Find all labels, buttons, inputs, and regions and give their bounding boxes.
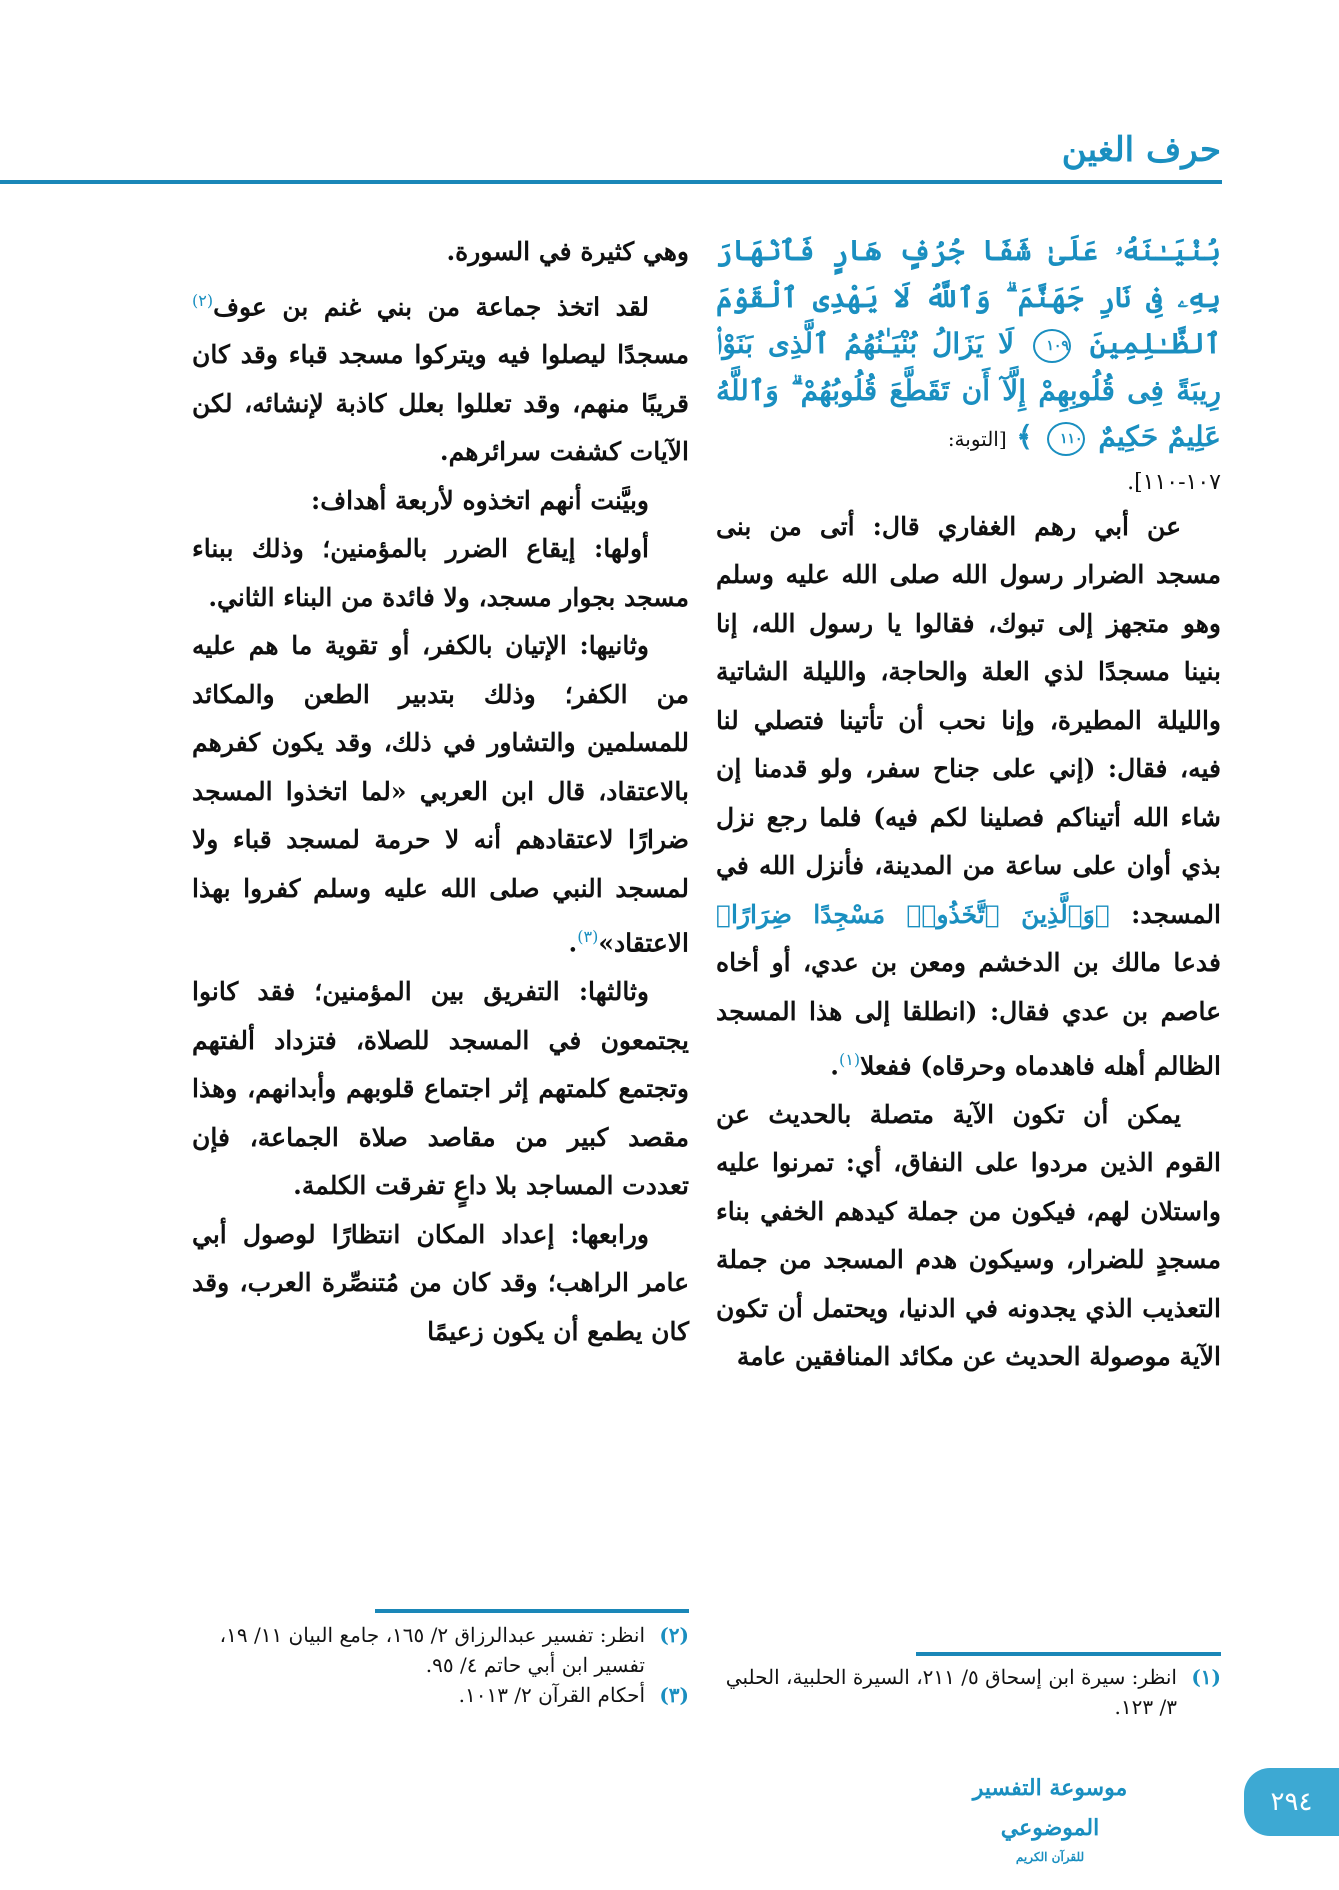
page-number-badge: ٢٩٤ [1244,1768,1339,1836]
paragraph-text-continued: مسجدًا ليصلوا فيه ويتركوا مسجد قباء وقد كان قريبًا منهم، وقد تعللوا بعلل كاذبة لإنشائه، لكن الآيات كشفت سرائرهم. [192,340,689,467]
footnote-text: انظر: سيرة ابن إسحاق ٥/ ٢١١، السيرة الحلبية، الحلبي ٣/ ١٢٣. [725,1665,1177,1719]
right-column [716,228,1221,1382]
logo-subtitle: للقرآن الكريم [1015,1850,1085,1864]
footnote-ref[interactable]: (١) [838,1050,861,1069]
quran-passage [716,228,1221,463]
footnote [192,1680,689,1710]
paragraph-text: لقد اتخذ جماعة من بني غنم بن عوف [213,291,649,321]
paragraph: وبيَّنت أنهم اتخذوه لأربعة أهداف: [311,485,649,515]
surah-reference: [التوبة: [947,427,1007,451]
encyclopedia-logo [940,1768,1160,1866]
goal-2-paragraph [192,622,689,968]
paragraph-text: وثانيها: الإتيان بالكفر، أو تقوية ما هم عليه من الكفر؛ وذلك بتدبير الطعن والمكائد للمسلمين والتشاور في ذلك، وقد يكون كفرهم بالاعتقاد، قال ابن العربي «لما اتخذوا المسجد ضرارًا لاعتقادهم أنه لا حرمة لمسجد قباء ولا لمسجد النبي صلى الله عليه وسلم كفروا بهذا الاعتقاد» [192,631,689,958]
quran-line: لَا يَزَالُ بُنْيَـٰنُهُمُ ٱلَّذِى بَنَوْا۟ رِيبَةً فِى قُلُوبِهِمْ إِلَّآ أَن [716,327,1221,407]
goal-3-paragraph: وثالثها: التفريق بين المؤمنين؛ فقد كانوا يجتمعون في المسجد للصلاة، فتزداد ألفتهم وتجتمع كلمتهم إثر اجتماع قلوبهم وأبدانهم، وهذا مقصد كبير من مقاصد صلاة الجماعة، فإن تعددت المساجد بلا داعٍ تفرقت الكلمة. [192,977,689,1201]
commentary-paragraph: يمكن أن تكون الآية متصلة بالحديث عن القوم الذين مردوا على النفاق، أي: تمرنوا عليه واستلان لهم، فيكون من جملة كيدهم الخفي بناء مسجدٍ للضرار، وسيكون هدم المسجد من جملة التعذيب الذي يجدونه في الدنيا، ويحتمل أن تكون الآية موصولة الحديث عن مكائد المنافقين عامة [716,1099,1221,1372]
footnotes-left [192,1620,689,1710]
footnote-text: أحكام القرآن ٢/ ١٠١٣. [458,1683,645,1707]
quran-line: جَهَنَّمَ ۗ وَٱللَّهُ لَا يَهْدِى ٱلْقَوْمَ ٱلظَّـٰلِمِينَ [716,280,1221,360]
footnote-divider [916,1652,1221,1656]
section-title: حرف الغين [1061,130,1221,170]
footnote-number: (٣) [659,1683,689,1707]
inline-quran-quote: ﴿وَٱلَّذِينَ ٱتَّخَذُوا۟ مَسْجِدًا ضِرَارًا﴾ [716,899,1110,929]
footnote [716,1662,1221,1722]
footnote-text: انظر: تفسير عبدالرزاق ٢/ ١٦٥، جامع البيان ١١/ ١٩، تفسير ابن أبي حاتم ٤/ ٩٥. [219,1623,645,1677]
footnote [192,1620,689,1680]
goal-1-paragraph: أولها: إيقاع الضرر بالمؤمنين؛ وذلك ببناء مسجد بجوار مسجد، ولا فائدة من البناء الثاني. [192,534,689,612]
quran-line: بُنْيَـٰنَهُۥ عَلَىٰ شَفَا جُرُفٍ هَارٍ فَٱنْهَارَ بِهِۦ فِى نَارِ [716,234,1221,314]
period: . [830,1051,839,1081]
period: . [568,928,578,958]
footnote-number: (٢) [659,1623,689,1647]
paragraph [192,277,689,477]
quran-close-bracket: ﴾ [1016,420,1033,453]
quran-line: تَقَطَّعَ قُلُوبُهُمْ ۗ وَٱللَّهُ عَلِيمٌ حَكِيمٌ [716,373,1221,453]
text-line: وهي كثيرة في السورة. [446,237,689,266]
hadith-text: عن أبي رهم الغفاري قال: أتى من بنى مسجد الضرار رسول الله صلى الله عليه وسلم وهو متجهز إلى تبوك، فقالوا يا رسول الله، إنا بنينا مسجدًا لذي العلة والحاجة، والليلة الشاتية والليلة المطيرة، وإنا نحب أن تأتينا فتصلي لنا فيه، فقال: (إني على جناح سفر، ولو قدمنا إن شاء الله أتيناكم فصلينا لكم فيه) فلما رجع نزل بذي أوان على ساعة من المدينة، فأنزل الله في المسجد: [716,511,1221,929]
ayah-number-marker: ١١٠ [1047,422,1085,456]
footnote-ref[interactable]: (٣) [577,927,599,947]
logo-title: موسوعة التفسير الموضوعي [972,1775,1128,1841]
footnote-ref[interactable]: (٢) [192,290,214,310]
header-rule [0,180,1222,184]
footnotes-right [716,1662,1221,1722]
hadith-text-continued: فدعا مالك بن الدخشم ومعن بن عدي، أو أخاه عاصم بن عدي فقال: (انطلقا إلى هذا المسجد الظالم أهله فاهدماه وحرقاه) ففعلا [716,948,1221,1081]
ayah-number-marker: ١٠٩ [1033,329,1071,363]
footnote-divider [375,1609,689,1613]
goal-4-paragraph: ورابعها: إعداد المكان انتظارًا لوصول أبي عامر الراهب؛ وقد كان من مُتنصِّرة العرب، وقد كان يطمع أن يكون زعيمًا [192,1219,689,1346]
footnote-number: (١) [1191,1665,1221,1689]
left-column [192,228,689,1356]
hadith-paragraph [716,503,1221,1091]
surah-reference-range: ١٠٧-١١٠]. [1127,469,1221,495]
